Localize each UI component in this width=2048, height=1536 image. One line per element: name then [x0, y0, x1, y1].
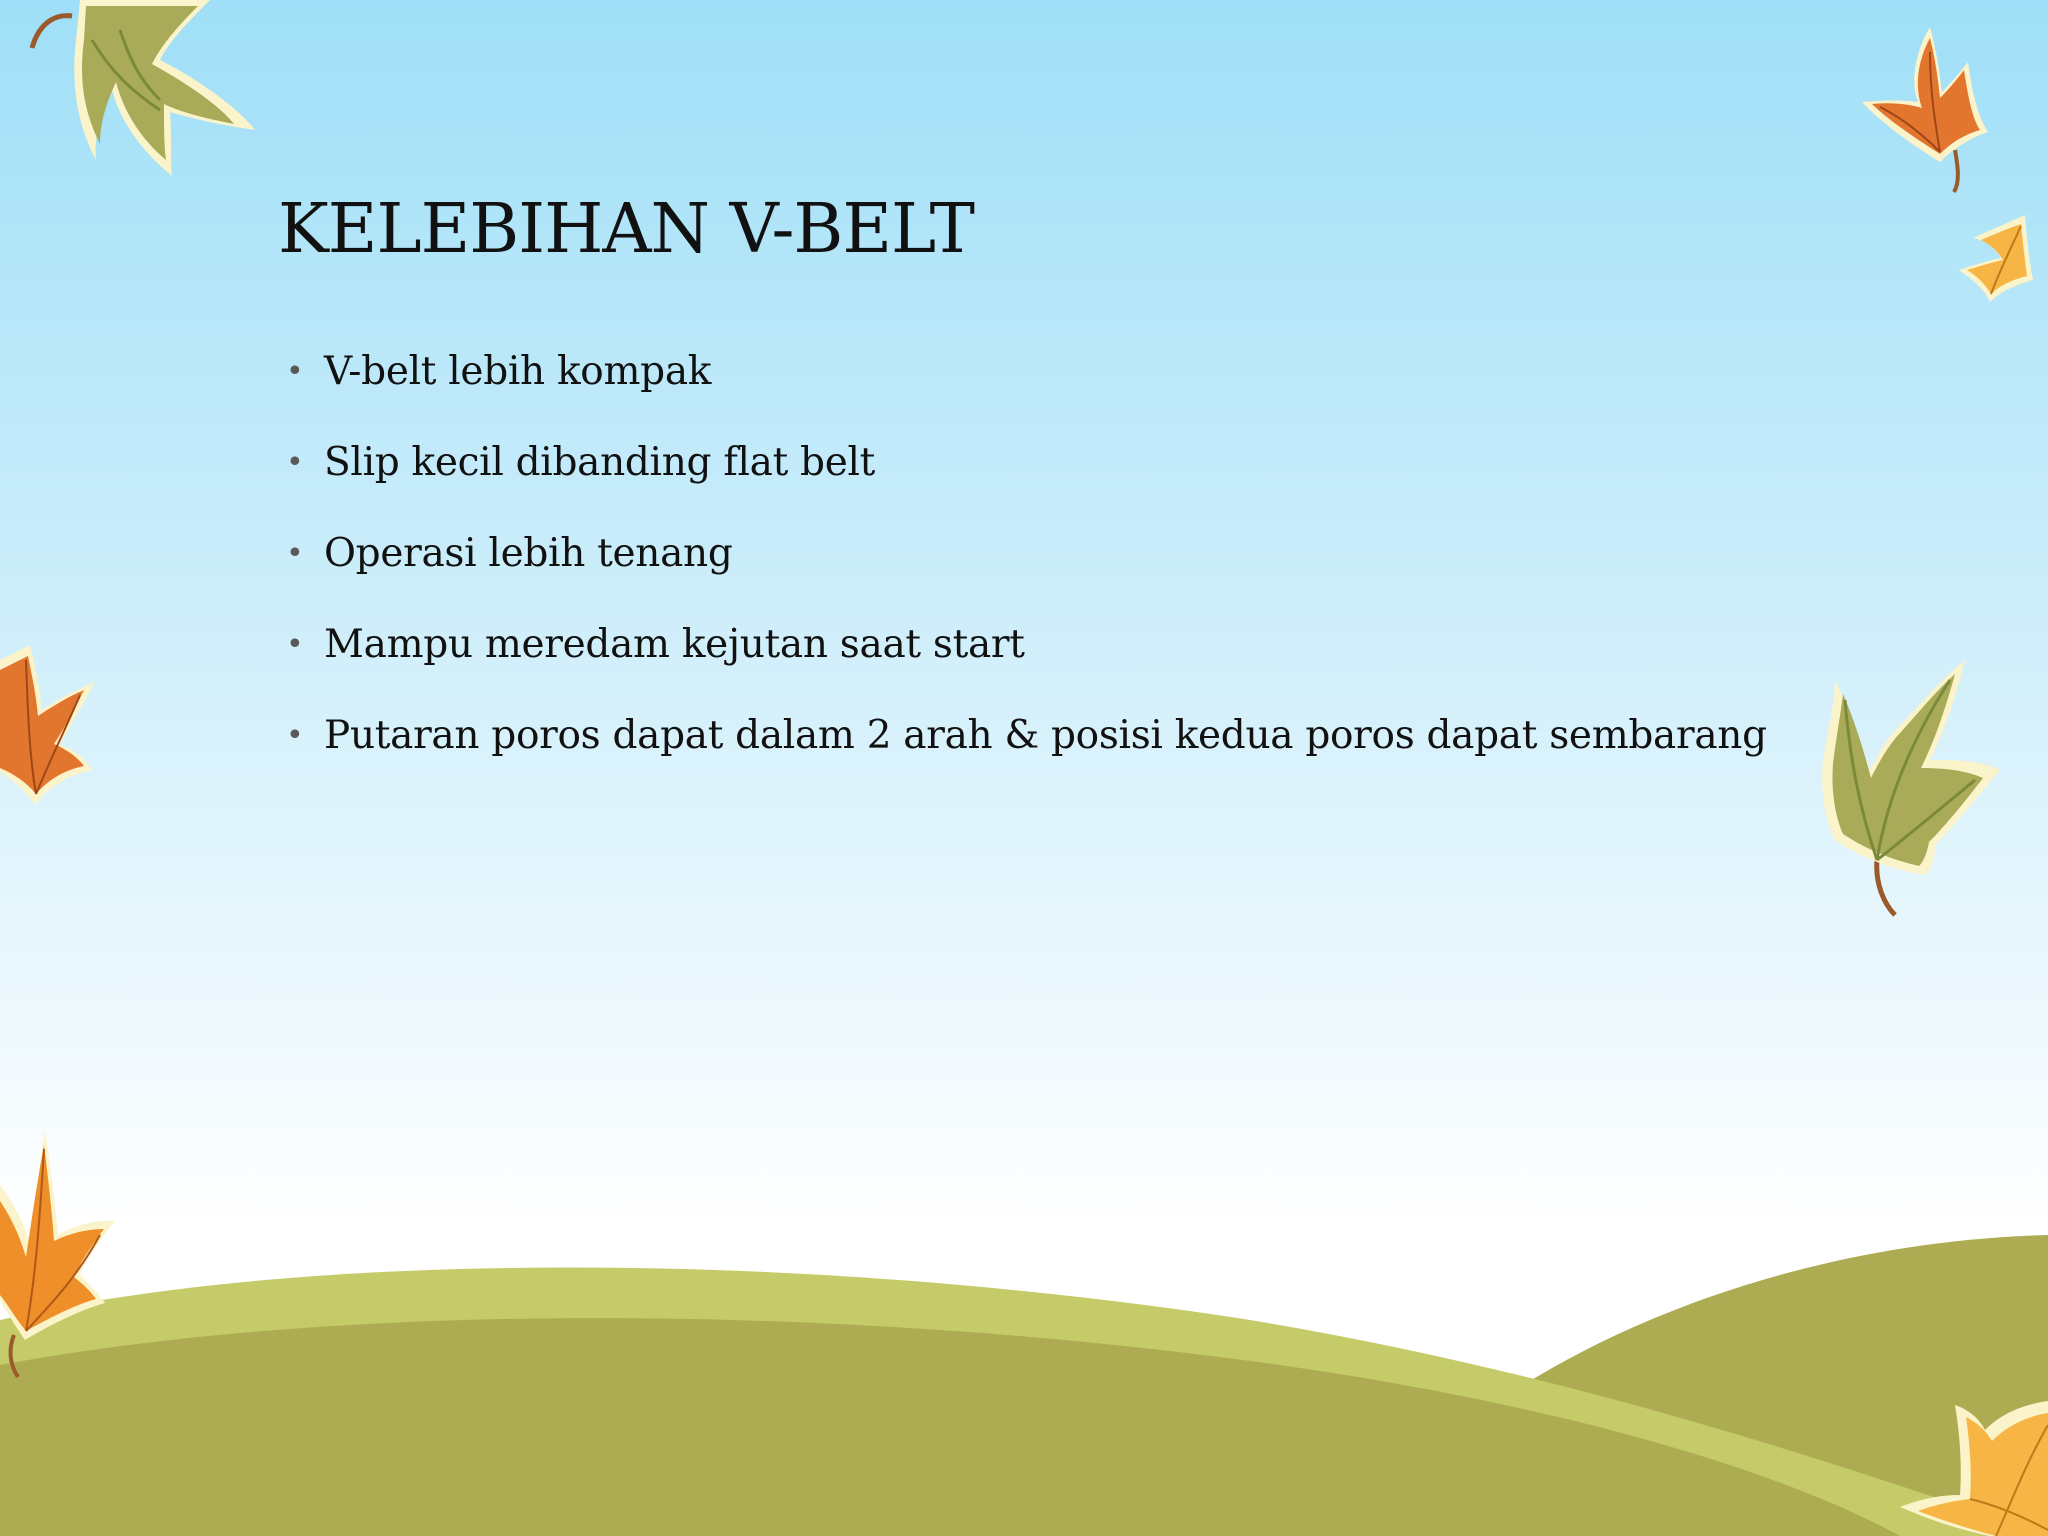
- list-item-text: Operasi lebih tenang: [324, 531, 733, 576]
- orange-leaf-icon: [0, 640, 100, 810]
- list-item-text: Slip kecil dibanding flat belt: [324, 440, 876, 485]
- bullet-list: [278, 338, 1767, 793]
- bullet-icon: •: [286, 354, 304, 389]
- slide-title: KELEBIHAN V-BELT: [278, 190, 975, 269]
- green-leaf-icon: [1815, 660, 2000, 925]
- list-item-text: V-belt lebih kompak: [324, 349, 712, 394]
- list-item: [278, 429, 1767, 520]
- orange-leaf-icon: [1860, 22, 1990, 197]
- orange-leaf-icon: [0, 1125, 120, 1380]
- green-leaf-icon: [20, 0, 260, 180]
- list-item: [278, 702, 1767, 793]
- bullet-icon: •: [286, 445, 304, 480]
- list-item-text: Putaran poros dapat dalam 2 arah & posisi kedua poros dapat sembarang: [324, 713, 1767, 758]
- list-item: [278, 520, 1767, 611]
- bullet-icon: •: [286, 627, 304, 662]
- list-item: [278, 611, 1767, 702]
- bullet-icon: •: [286, 718, 304, 753]
- list-item: [278, 338, 1767, 429]
- list-item-text: Mampu meredam kejutan saat start: [324, 622, 1025, 667]
- yellow-leaf-icon: [1955, 210, 2035, 305]
- yellow-leaf-icon: [1900, 1395, 2048, 1536]
- bullet-icon: •: [286, 536, 304, 571]
